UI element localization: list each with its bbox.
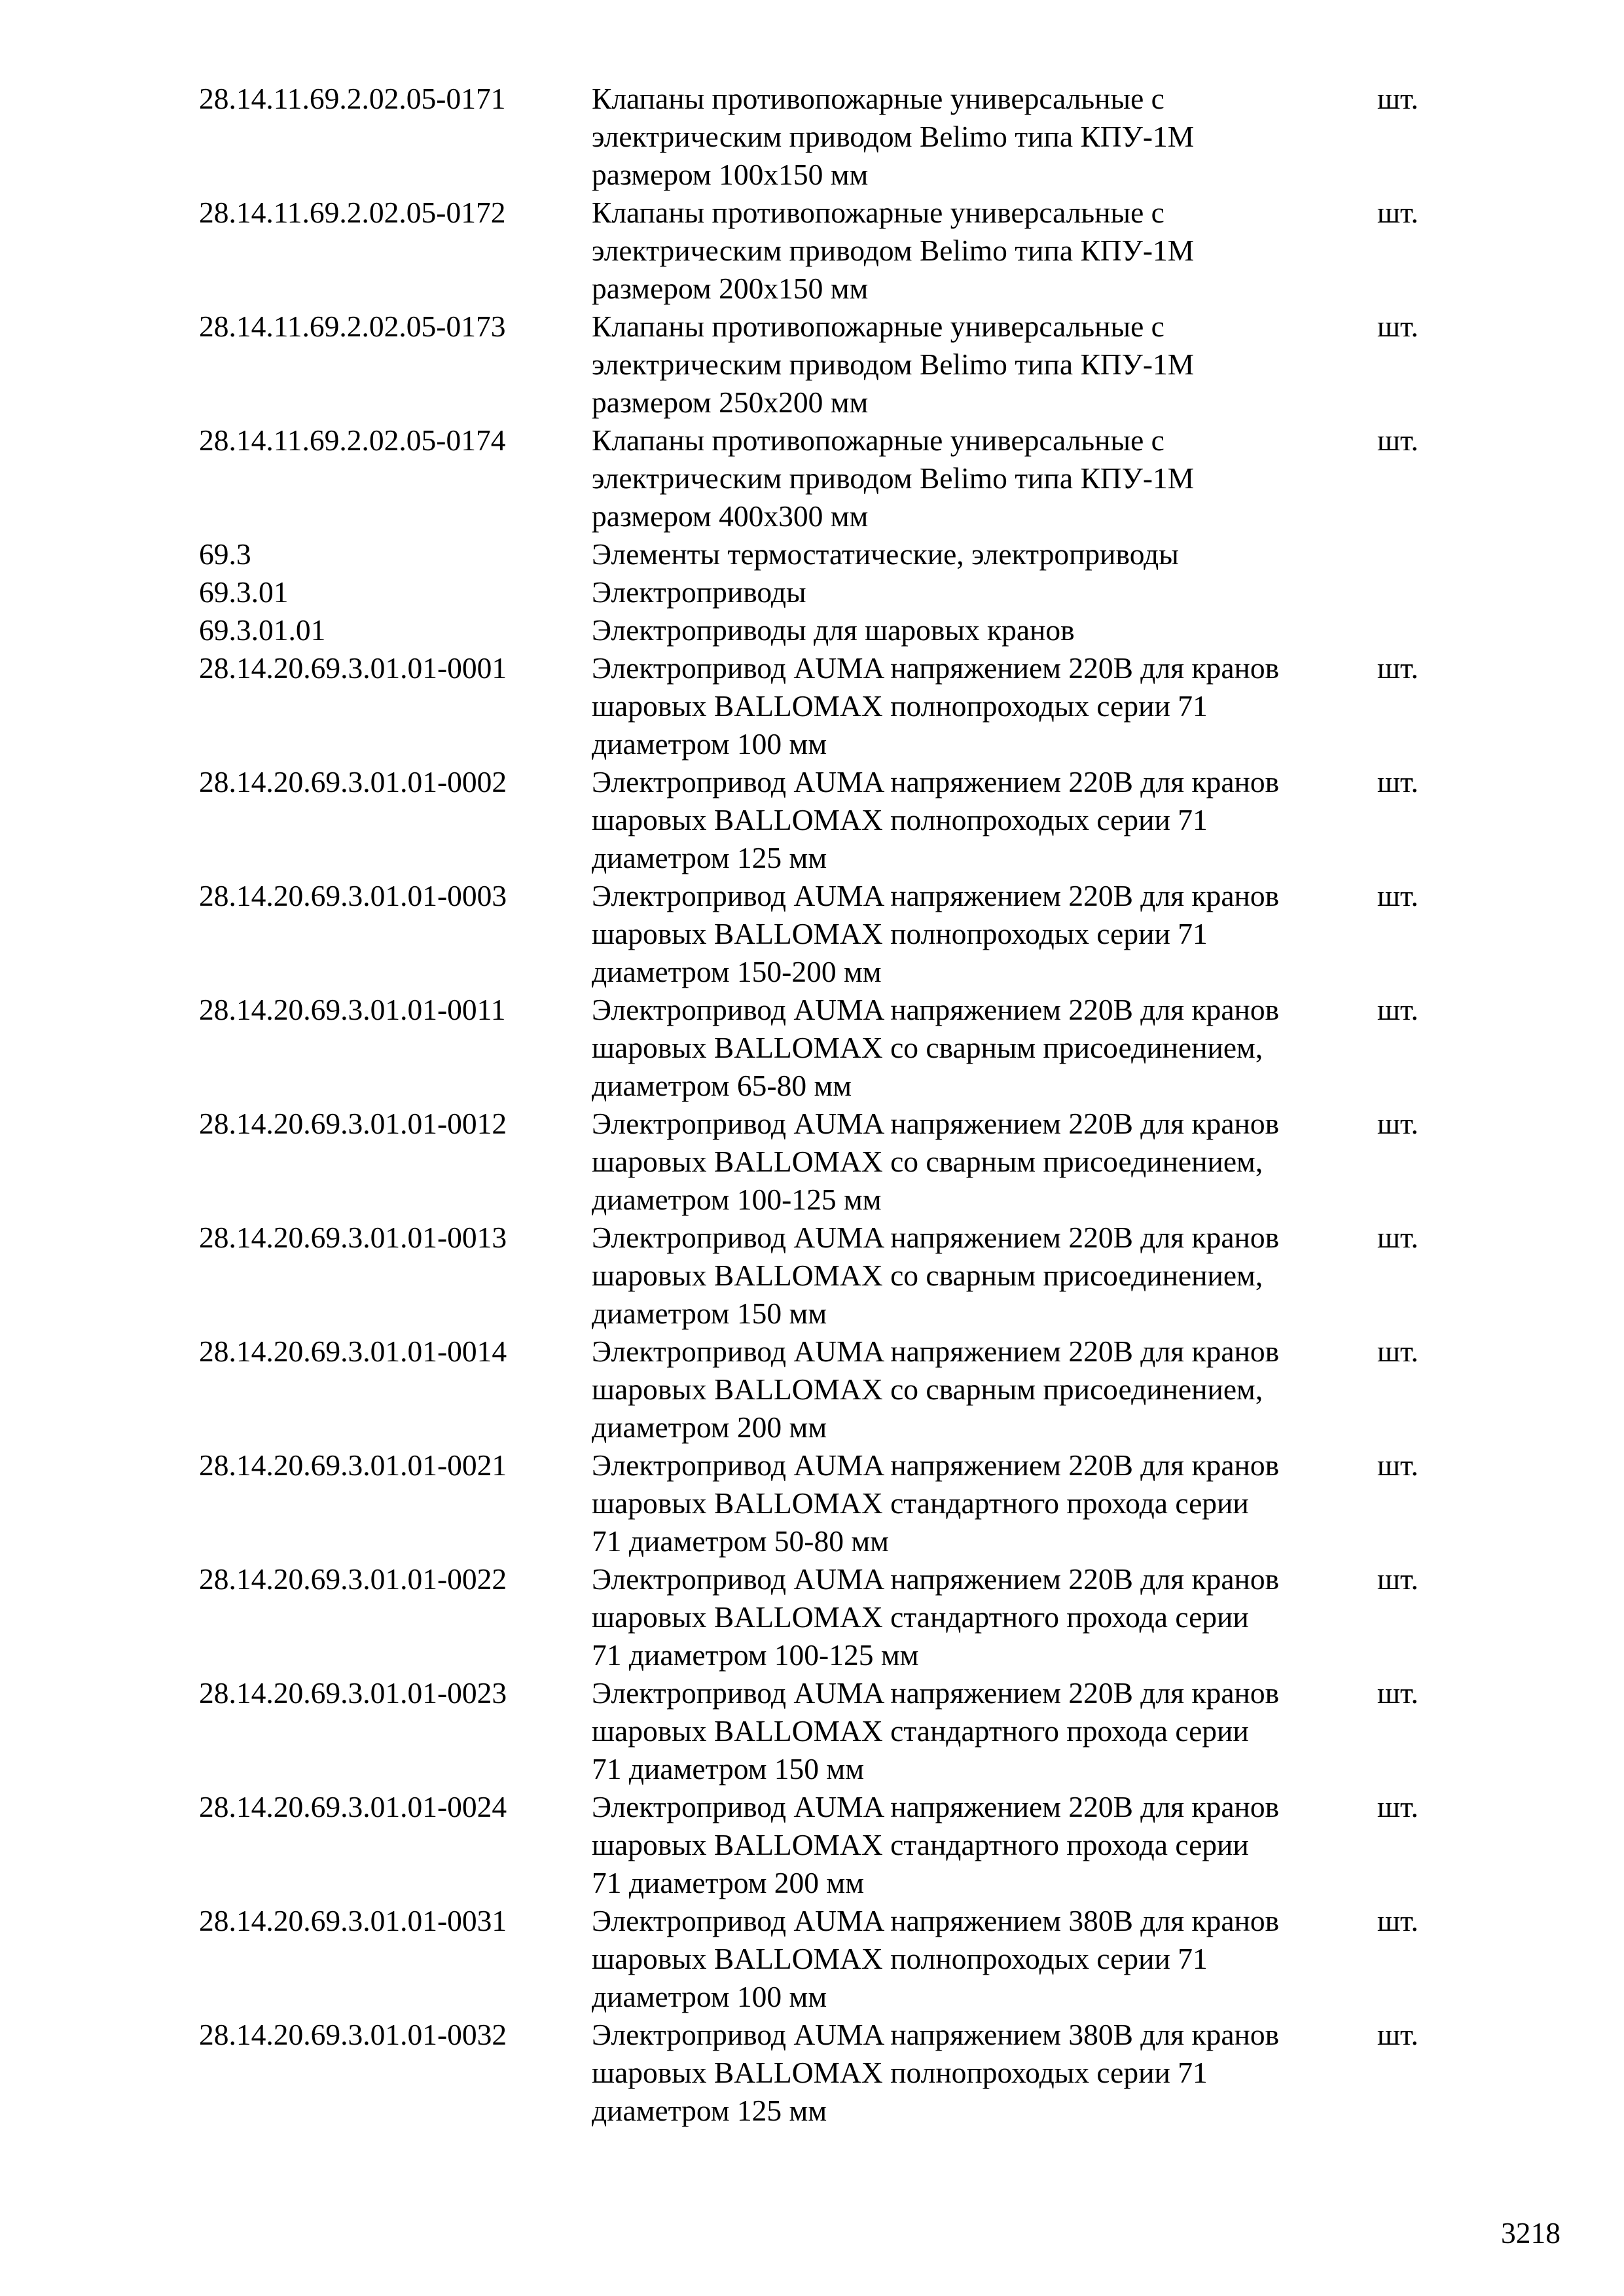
table-row (199, 2016, 1443, 2130)
row-description: Электропривод AUMA напряжением 220В для кранов шаровых BALLOMAX стандартного прохода серии 71 диаметром 200 мм (592, 1790, 1280, 1899)
row-code: 28.14.11.69.2.02.05-0171 (199, 82, 506, 115)
row-unit: шт. (1377, 1221, 1418, 1254)
table-row (199, 1902, 1443, 2016)
row-description: Электропривод AUMA напряжением 220В для кранов шаровых BALLOMAX стандартного прохода серии 71 диаметром 50-80 мм (592, 1448, 1280, 1558)
row-unit: шт. (1377, 2018, 1418, 2051)
row-description: Электропривод AUMA напряжением 220В для кранов шаровых BALLOMAX со сварным присоединением, диаметром 65-80 мм (592, 993, 1280, 1102)
section-heading-row (199, 535, 1443, 573)
row-unit: шт. (1377, 1904, 1418, 1937)
section-title: Электроприводы (592, 575, 806, 609)
row-description: Электропривод AUMA напряжением 380В для кранов шаровых BALLOMAX полнопроходых серии 71 диаметром 100 мм (592, 1904, 1280, 2013)
row-description: Электропривод AUMA напряжением 220В для кранов шаровых BALLOMAX полнопроходых серии 71 диаметром 125 мм (592, 765, 1280, 874)
row-description: Электропривод AUMA напряжением 220В для кранов шаровых BALLOMAX со сварным присоединением, диаметром 100-125 мм (592, 1107, 1280, 1216)
row-description: Клапаны противопожарные универсальные с электрическим приводом Belimo типа КПУ-1М размером 250х200 мм (592, 310, 1195, 419)
row-code: 28.14.20.69.3.01.01-0003 (199, 879, 507, 912)
row-description: Электропривод AUMA напряжением 220В для кранов шаровых BALLOMAX со сварным присоединением, диаметром 200 мм (592, 1335, 1280, 1444)
table-row (199, 1674, 1443, 1788)
row-unit: шт. (1377, 423, 1418, 457)
row-unit: шт. (1377, 82, 1418, 115)
table-row (199, 763, 1443, 877)
row-description: Электропривод AUMA напряжением 220В для кранов шаровых BALLOMAX полнопроходых серии 71 диаметром 100 мм (592, 651, 1280, 761)
row-unit: шт. (1377, 1562, 1418, 1596)
row-description: Клапаны противопожарные универсальные с электрическим приводом Belimo типа КПУ-1М размером 400х300 мм (592, 423, 1195, 533)
row-unit: шт. (1377, 1448, 1418, 1482)
section-code: 69.3.01 (199, 575, 289, 609)
row-description: Электропривод AUMA напряжением 220В для кранов шаровых BALLOMAX полнопроходых серии 71 диаметром 150-200 мм (592, 879, 1280, 988)
row-unit: шт. (1377, 765, 1418, 798)
table-row (199, 1560, 1443, 1674)
row-code: 28.14.20.69.3.01.01-0021 (199, 1448, 507, 1482)
section-title: Электроприводы для шаровых кранов (592, 613, 1075, 647)
row-code: 28.14.20.69.3.01.01-0001 (199, 651, 507, 685)
page-number: 3218 (1501, 2216, 1561, 2250)
row-code: 28.14.20.69.3.01.01-0012 (199, 1107, 507, 1140)
row-unit: шт. (1377, 651, 1418, 685)
row-code: 28.14.20.69.3.01.01-0011 (199, 993, 506, 1026)
row-code: 28.14.11.69.2.02.05-0172 (199, 196, 506, 229)
row-code: 28.14.20.69.3.01.01-0031 (199, 1904, 507, 1937)
row-code: 28.14.20.69.3.01.01-0032 (199, 2018, 507, 2051)
row-code: 28.14.20.69.3.01.01-0014 (199, 1335, 507, 1368)
table-row (199, 1105, 1443, 1219)
catalog-table (199, 80, 1443, 2130)
section-title: Элементы термостатические, электроприводы (592, 537, 1179, 571)
row-unit: шт. (1377, 1107, 1418, 1140)
row-unit: шт. (1377, 879, 1418, 912)
section-code: 69.3 (199, 537, 251, 571)
row-unit: шт. (1377, 1790, 1418, 1823)
table-row (199, 308, 1443, 422)
row-description: Электропривод AUMA напряжением 220В для кранов шаровых BALLOMAX стандартного прохода серии 71 диаметром 100-125 мм (592, 1562, 1280, 1672)
row-unit: шт. (1377, 310, 1418, 343)
table-row (199, 1333, 1443, 1446)
row-unit: шт. (1377, 1335, 1418, 1368)
row-code: 28.14.20.69.3.01.01-0002 (199, 765, 507, 798)
table-row (199, 1446, 1443, 1560)
row-description: Электропривод AUMA напряжением 380В для кранов шаровых BALLOMAX полнопроходых серии 71 диаметром 125 мм (592, 2018, 1280, 2127)
row-code: 28.14.20.69.3.01.01-0024 (199, 1790, 507, 1823)
row-description: Электропривод AUMA напряжением 220В для кранов шаровых BALLOMAX стандартного прохода серии 71 диаметром 150 мм (592, 1676, 1280, 1785)
row-code: 28.14.11.69.2.02.05-0174 (199, 423, 506, 457)
row-code: 28.14.20.69.3.01.01-0023 (199, 1676, 507, 1710)
table-row (199, 877, 1443, 991)
row-code: 28.14.11.69.2.02.05-0173 (199, 310, 506, 343)
section-code: 69.3.01.01 (199, 613, 326, 647)
row-unit: шт. (1377, 196, 1418, 229)
section-heading-row (199, 611, 1443, 649)
table-row (199, 80, 1443, 194)
table-row (199, 649, 1443, 763)
table-row (199, 991, 1443, 1105)
row-unit: шт. (1377, 993, 1418, 1026)
row-description: Клапаны противопожарные универсальные с электрическим приводом Belimo типа КПУ-1М размером 200х150 мм (592, 196, 1195, 305)
row-unit: шт. (1377, 1676, 1418, 1710)
row-code: 28.14.20.69.3.01.01-0013 (199, 1221, 507, 1254)
table-row (199, 1219, 1443, 1333)
table-row (199, 194, 1443, 308)
row-description: Клапаны противопожарные универсальные с электрическим приводом Belimo типа КПУ-1М размером 100х150 мм (592, 82, 1195, 191)
row-code: 28.14.20.69.3.01.01-0022 (199, 1562, 507, 1596)
table-row (199, 1788, 1443, 1902)
section-heading-row (199, 573, 1443, 611)
table-row (199, 422, 1443, 535)
row-description: Электропривод AUMA напряжением 220В для кранов шаровых BALLOMAX со сварным присоединением, диаметром 150 мм (592, 1221, 1280, 1330)
